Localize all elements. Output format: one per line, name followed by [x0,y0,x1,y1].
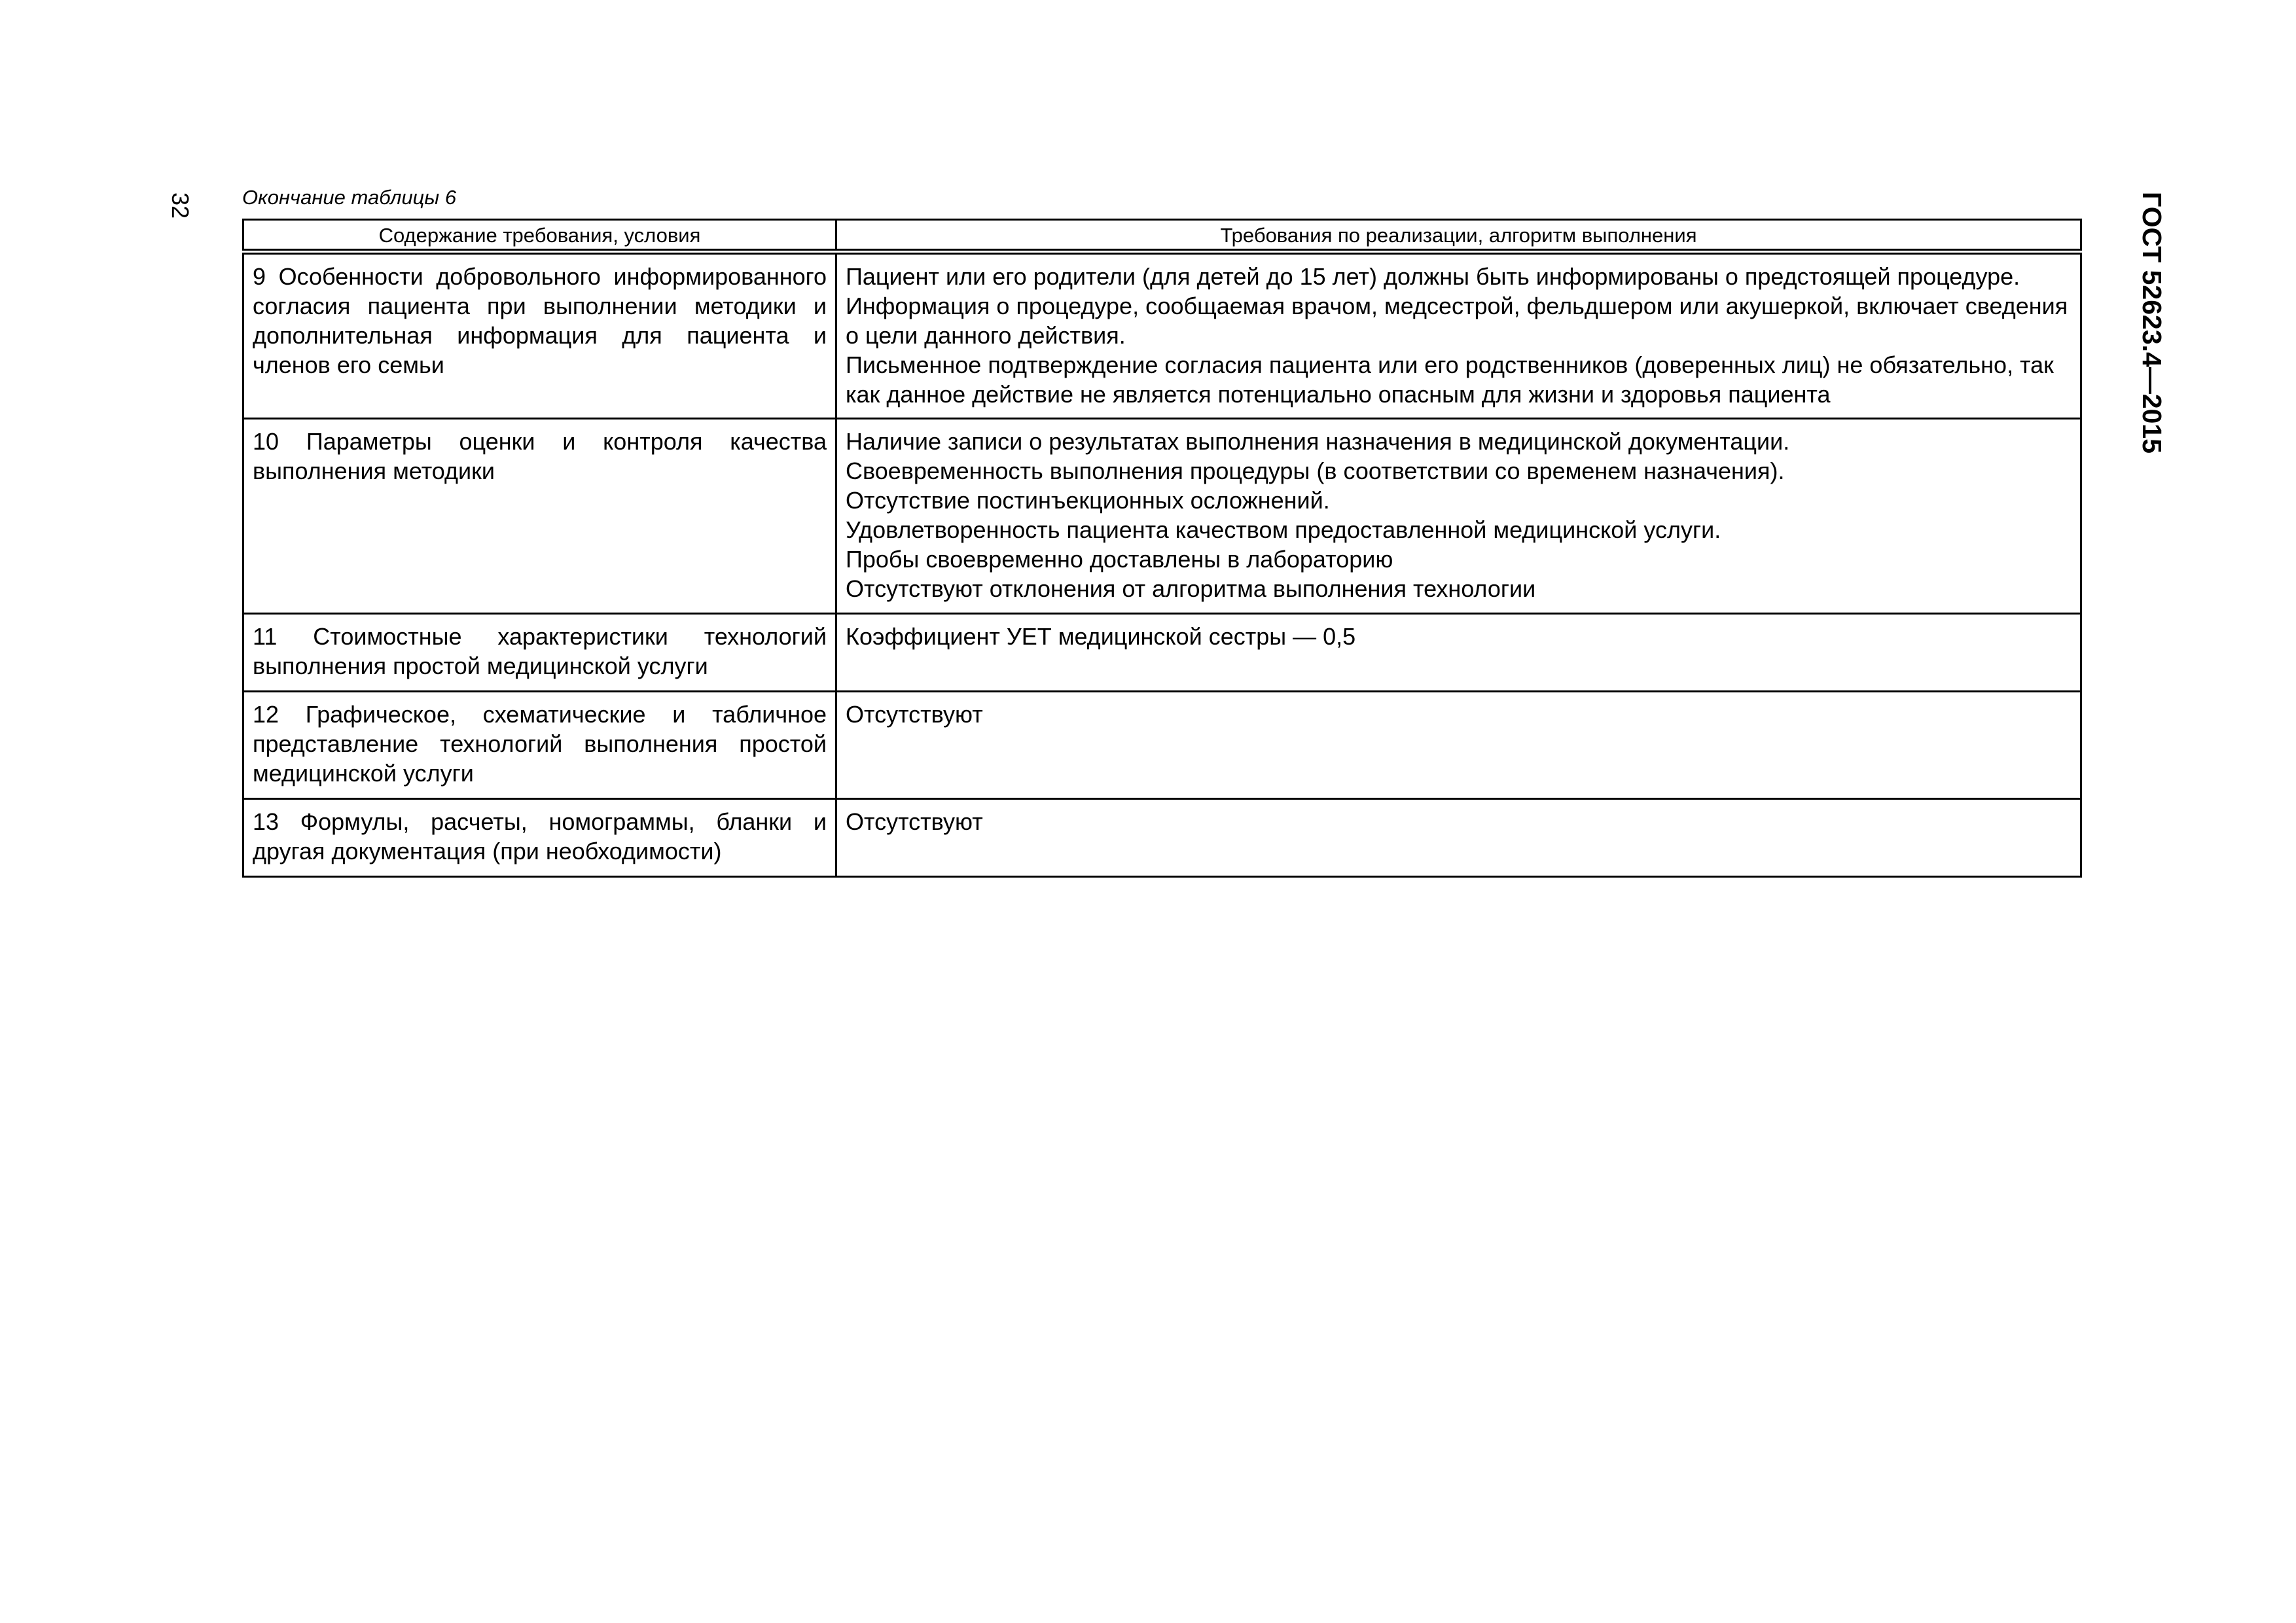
implementation-cell [836,614,2081,692]
column-header-implementation: Требования по реализации, алгоритм выполнения [836,220,2081,252]
requirement-cell: 9 Особенности добровольного информированного согласия пациента при выполнении методики и дополнительная информация для пациента и членов его семьи [243,252,836,419]
column-header-requirement: Содержание требования, условия [243,220,836,252]
table-row [243,419,2081,614]
implementation-line: Отсутствуют [846,808,983,835]
implementation-line: Отсутствуют [846,701,983,728]
implementation-line: Пациент или его родители (для детей до 15 лет) должны быть информированы о предстоящей процедуре. [846,263,2020,290]
table-header-row [243,220,2081,252]
implementation-line: Письменное подтверждение согласия пациента или его родственников (доверенных лиц) не обязательно, так как данное действие не является потенциально опасным для жизни и здоровья пациента [846,351,2054,408]
table-caption: Окончание таблицы 6 [242,186,457,209]
requirements-table [242,219,2082,878]
page-number: 32 [167,192,194,219]
requirement-cell: 13 Формулы, расчеты, номограммы, бланки и другая документация (при необходимости) [243,799,836,877]
implementation-line: Пробы своевременно доставлены в лабораторию [846,546,1393,573]
implementation-line: Отсутствуют отклонения от алгоритма выполнения технологии [846,575,1536,602]
implementation-cell [836,252,2081,419]
table-row [243,692,2081,799]
requirement-cell: 11 Стоимостные характеристики технологий выполнения простой медицинской услуги [243,614,836,692]
implementation-line: Наличие записи о результатах выполнения назначения в медицинской документации. [846,428,1790,455]
implementation-line: Отсутствие постинъекционных осложнений. [846,487,1330,514]
table-row [243,799,2081,877]
implementation-cell [836,799,2081,877]
implementation-cell [836,692,2081,799]
implementation-line: Своевременность выполнения процедуры (в соответствии со временем назначения). [846,457,1785,484]
implementation-line: Информация о процедуре, сообщаемая врачом, медсестрой, фельдшером или акушеркой, включает сведения о цели данного действия. [846,293,2068,349]
requirement-cell: 12 Графическое, схематические и табличное представление технологий выполнения простой медицинской услуги [243,692,836,799]
table-row [243,252,2081,419]
requirement-cell: 10 Параметры оценки и контроля качества выполнения методики [243,419,836,614]
implementation-line: Коэффициент УЕТ медицинской сестры — 0,5 [846,623,1356,650]
standard-code: ГОСТ 52623.4—2015 [2137,192,2167,454]
implementation-cell [836,419,2081,614]
implementation-line: Удовлетворенность пациента качеством предоставленной медицинской услуги. [846,516,1721,543]
table-row [243,614,2081,692]
